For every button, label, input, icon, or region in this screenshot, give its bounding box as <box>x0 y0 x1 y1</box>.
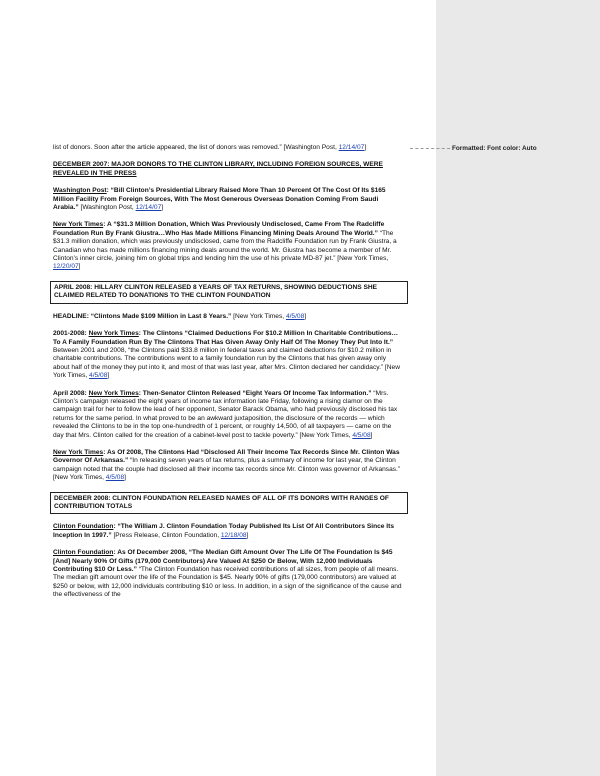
paragraph-continuation: list of donors. Soon after the article appeared, the list of donors was removed.” [Washington Post, 12/14/07] <box>53 144 367 151</box>
source-name: Washington Post <box>53 187 107 195</box>
document-body <box>53 144 403 609</box>
source-name: Clinton Foundation <box>53 523 114 531</box>
paragraph-deductions: 2001-2008: New York Times: The Clintons “Claimed Deductions For $10.2 Million In Charitable Contributions…To A Family Foundation Run By The Clintons That Has Given Away Only Half Of The Money They Put Into It.” Between 2001 and 2008, “the Clintons paid $33.8 million in federal taxes and claimed deductions for $10.2 million in charitable contributions. The contributions went to a family foundation run by the Clintons that has given away only about half of the money they put into it, and most of that was last year, after Mrs. Clinton declared her candidacy.” [New York Times, 4/5/08] <box>53 330 400 380</box>
source-name: Clinton Foundation <box>53 549 114 557</box>
source-link[interactable]: 12/20/07 <box>53 263 79 271</box>
format-comment[interactable]: Formatted: Font color: Auto <box>452 145 537 152</box>
source-link[interactable]: 4/5/08 <box>89 372 108 380</box>
paragraph-wapo-library: Washington Post: “Bill Clinton’s Presidential Library Raised More Than 10 Percent Of The Cost Of Its $165 Million Facility From Foreign Sources, With The Most Generous Overseas Donation Coming From Saudi Arabia.” [Washington Post, 12/14/07] <box>53 187 386 212</box>
section-heading-dec-2007: DECEMBER 2007: MAJOR DONORS TO THE CLINTON LIBRARY, INCLUDING FOREIGN SOURCES, WERE REVEALED IN THE PRESS <box>53 161 383 177</box>
paragraph-nyt-giustra: New York Times: A “$31.3 Million Donation, Which Was Previously Undisclosed, Came From The Radcliffe Foundation Run By Frank Giustra…Who Has Made Millions Financing Mining Deals Around The World.” “The $31.3 million donation, which was previously undisclosed, came from the Radcliffe Foundation run by Frank Giustra, a Canadian who has made millions financing mining deals around the world. Mr. Giustra has become a member of Mr. Clinton’s inner circle, joining him on global trips and lending him the use of his private MD-87 jet.” [New York Times, 12/20/07] <box>53 221 397 271</box>
comment-connector <box>410 148 450 149</box>
section-heading-apr-2008: APRIL 2008: HILLARY CLINTON RELEASED 8 YEARS OF TAX RETURNS, SHOWING DEDUCTIONS SHE CLAIMED RELATED TO DONATIONS TO THE CLINTON FOUNDATION <box>50 281 408 304</box>
section-heading-dec-2008: DECEMBER 2008: CLINTON FOUNDATION RELEASED NAMES OF ALL OF ITS DONORS WITH RANGES OF CONTRIBUTION TOTALS <box>50 492 408 515</box>
source-link[interactable]: 12/18/08 <box>220 531 247 539</box>
source-name: New York Times <box>88 389 139 397</box>
source-link[interactable]: 4/5/08 <box>352 431 371 439</box>
source-link[interactable]: 12/14/07 <box>338 144 365 151</box>
paragraph-headline: HEADLINE: “Clintons Made $109 Million in Last 8 Years.” [New York Times, 4/5/08] <box>53 312 307 320</box>
source-name: New York Times <box>53 448 104 456</box>
comment-pane <box>436 0 600 776</box>
paragraph-tax-info: April 2008: New York Times: Then-Senator Clinton Released “Eight Years Of Income Tax Information.” “Mrs. Clinton’s campaign released the eight years of income tax information late Friday, following a rising clamor on the campaign trail for her to follow the lead of her opponent, Senator Barack Obama, who had previously disclosed his tax returns for the same period. In what proved to be an awkward juxtaposition, the disclosure of the records — which revealed the Clintons to be in the top one-hundredth of 1 percent, or roughly 14,500, of all taxpayers — came on the day that Mrs. Clinton called for the creation of a cabinet-level post to tackle poverty.” [New York Times, 4/5/08] <box>53 389 398 439</box>
paragraph-median-gift: Clinton Foundation: As Of December 2008, “The Median Gift Amount Over The Life Of The Foundation Is $45 [And] Nearly 90% Of Gifts (179,000 Contributors) Are Valued At $250 Or Below, With 12,000 Individuals Contributing $10 Or Less.” “The Clinton Foundation has received contributions of all sizes, from people of all means. The median gift amount over the life of the Foundation is $45. Nearly 90% of gifts (179,000 contributors) are valued at $250 or below, with 12,000 individuals contributing $10 or less. In addition, in a sign of the significance of the cause and the effectiveness of the <box>53 549 402 599</box>
paragraph-contributor-list: Clinton Foundation: “The William J. Clinton Foundation Today Published Its List Of All Contributors Since Its Inception In 1997.” [Press Release, Clinton Foundation, 12/18/08] <box>53 523 394 539</box>
source-link[interactable]: 4/5/08 <box>285 312 305 320</box>
source-name: New York Times <box>53 221 104 229</box>
paragraph-disclosed-records: New York Times: As Of 2008, The Clintons Had “Disclosed All Their Income Tax Records Since Mr. Clinton Was Governor Of Arkansas.” “In releasing seven years of tax returns, plus a summary of income for last year, the Clinton campaign noted that the couple had disclosed all their income tax records since Mr. Clinton was governor of Arkansas.” [New York Times, 4/5/08] <box>53 448 401 482</box>
source-link[interactable]: 12/14/07 <box>135 204 162 212</box>
source-name: New York Times <box>88 330 139 338</box>
source-link[interactable]: 4/5/08 <box>105 474 125 482</box>
